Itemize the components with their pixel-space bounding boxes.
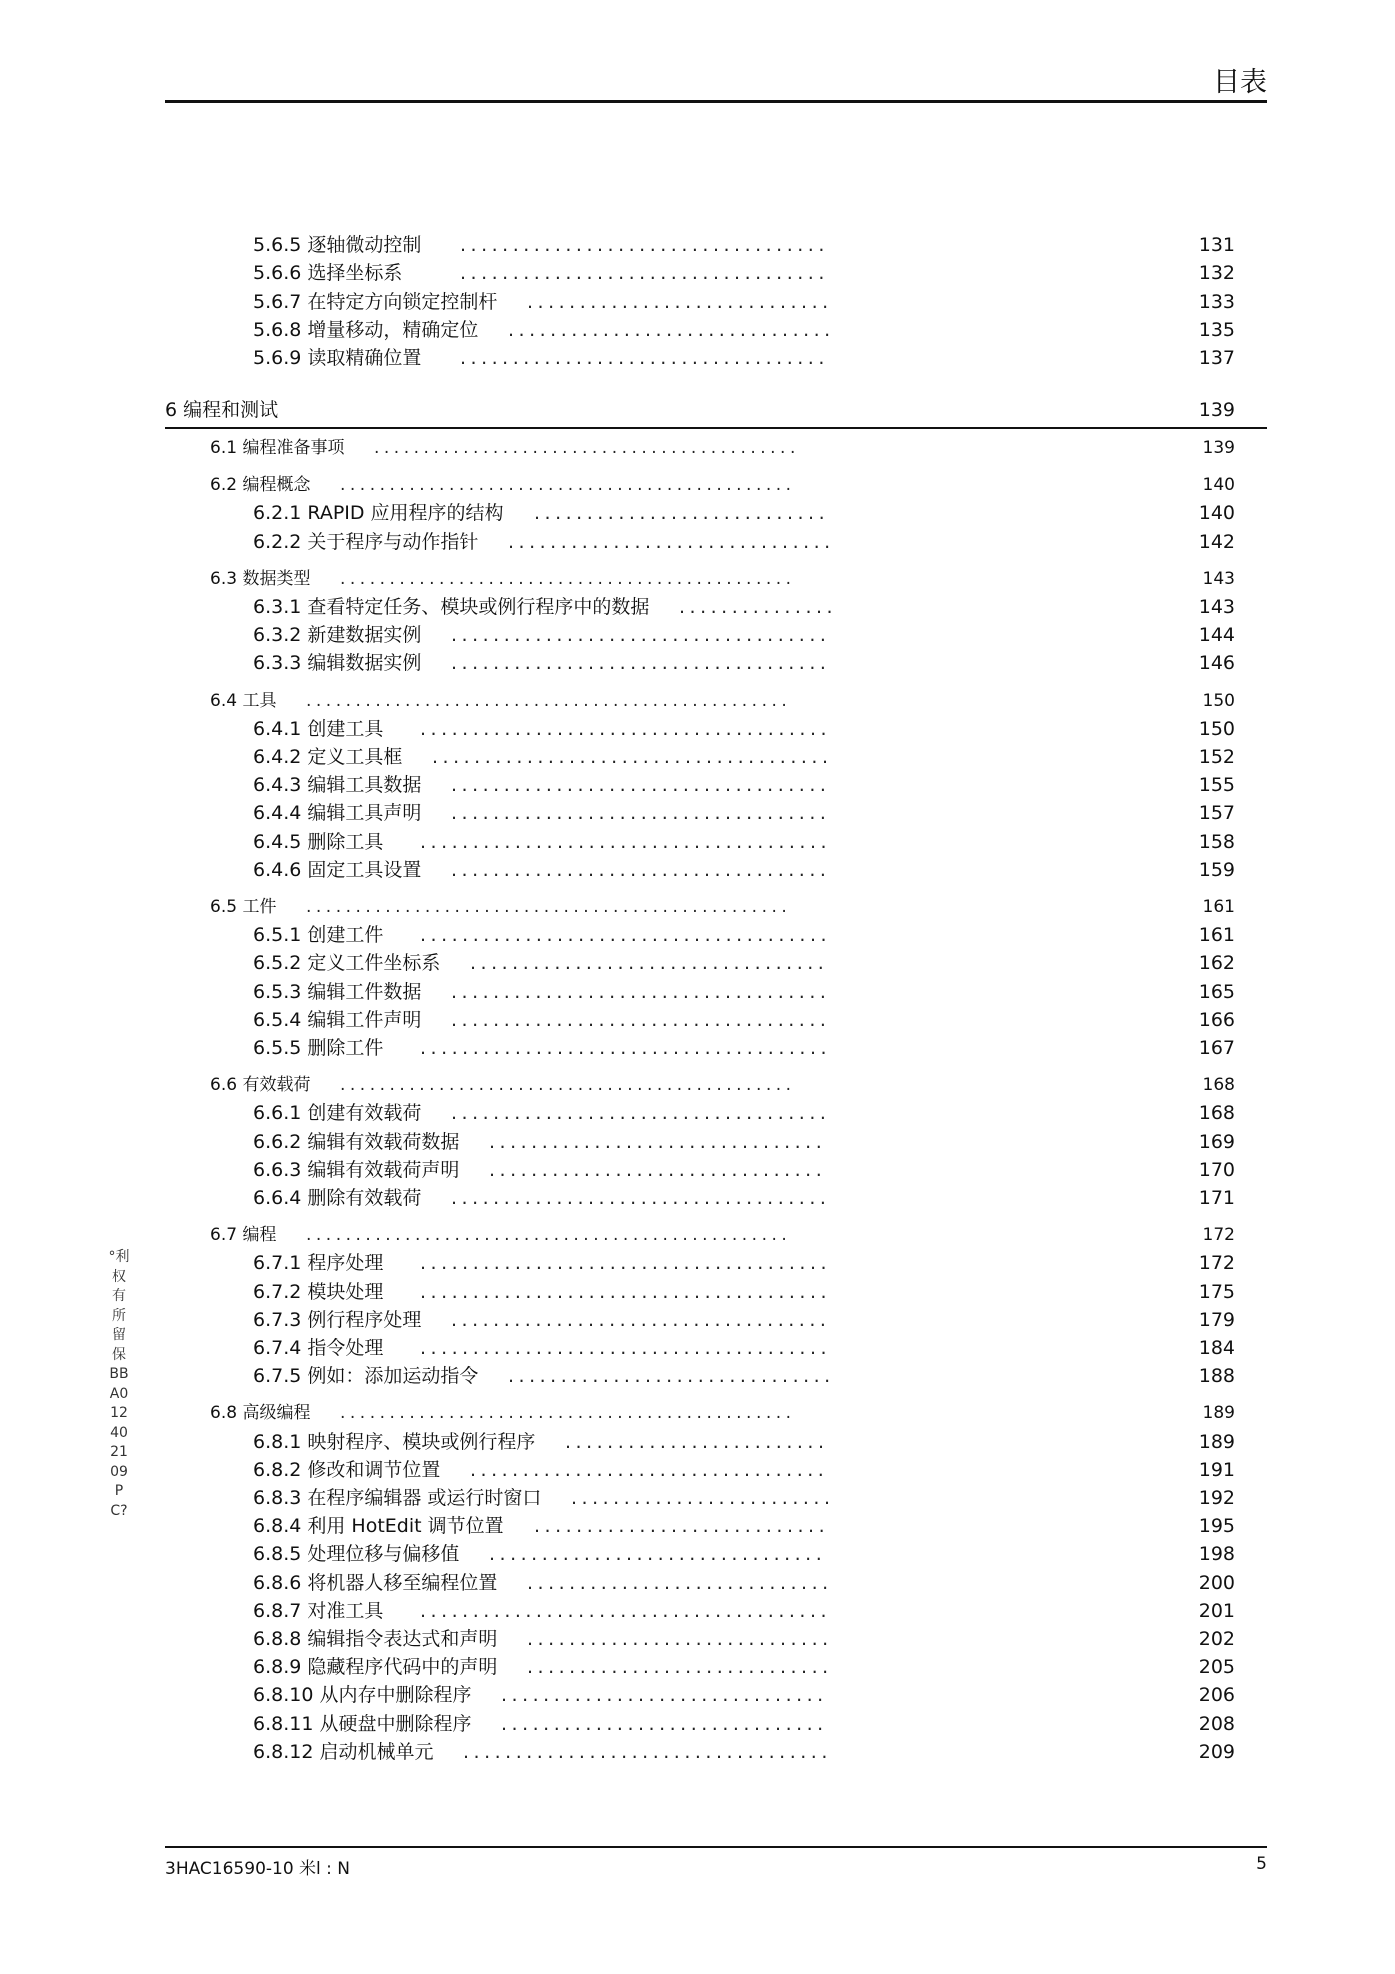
toc-entry-label: 6.8.10 从内存中删除程序	[253, 1684, 472, 1707]
toc-entry-page: 166	[1198, 1008, 1235, 1031]
toc-dot-leader: ...............................	[508, 1365, 835, 1388]
toc-dot-leader: ....................................	[451, 980, 831, 1003]
toc-entry-page: 184	[1198, 1337, 1235, 1359]
toc-entry-label: 6.7.4 指令处理	[253, 1337, 384, 1359]
toc-entry-page: 140	[1202, 475, 1235, 496]
toc-entry-label: 6.8.5 处理位移与偏移值	[253, 1543, 460, 1566]
toc-entry-page: 198	[1198, 1543, 1235, 1566]
toc-dot-leader: ....................................	[451, 802, 831, 825]
toc-dot-leader: ....................................	[451, 1187, 831, 1209]
toc-dot-leader: .......................................	[420, 924, 832, 947]
toc-dot-leader: .............................	[527, 1571, 833, 1594]
toc-entry-label: 6.1 编程准备事项	[210, 438, 345, 458]
toc-entry-label: 6.4.2 定义工具框	[253, 746, 403, 768]
chapter-rule	[165, 427, 1267, 429]
toc-entry-page: 170	[1198, 1158, 1235, 1181]
toc-entry-page: 135	[1198, 318, 1235, 341]
toc-dot-leader: .............................	[527, 1656, 833, 1679]
toc-entry-page: 161	[1198, 924, 1235, 947]
toc-entry-label: 6.4.4 编辑工具声明	[253, 802, 422, 825]
toc-dot-leader: ....................................	[451, 858, 831, 881]
toc-dot-leader: ...............................	[501, 1712, 828, 1735]
toc-entry-label: 6 编程和测试	[165, 399, 279, 421]
toc-dot-leader: .......................................	[420, 1037, 832, 1059]
toc-entry-label: 6.8.2 修改和调节位置	[253, 1458, 441, 1481]
toc-entry-label: 6.4.3 编辑工具数据	[253, 774, 422, 797]
toc-entry-label: 5.6.5 逐轴微动控制	[253, 234, 422, 256]
toc-entry-page: 200	[1198, 1571, 1235, 1594]
toc-entry-page: 172	[1202, 1225, 1235, 1246]
toc-entry-label: 6.6 有效载荷	[210, 1075, 311, 1096]
toc-dot-leader: .......................................	[420, 830, 832, 853]
toc-entry-label: 6.3.1 查看特定任务、模块或例行程序中的数据	[253, 596, 650, 618]
toc-dot-leader: ...............	[679, 596, 838, 618]
toc-dot-leader: ....................................	[451, 1102, 831, 1125]
toc-entry-label: 6.6.2 编辑有效载荷数据	[253, 1130, 460, 1153]
toc-dot-leader: ..............................................	[340, 1403, 796, 1424]
toc-entry-label: 6.8.4 利用 HotEdit 调节位置	[253, 1515, 504, 1538]
toc-dot-leader: ............................	[534, 1515, 830, 1538]
toc-entry-page: 175	[1198, 1280, 1235, 1303]
toc-entry-page: 191	[1198, 1458, 1235, 1481]
toc-entry-page: 167	[1198, 1037, 1235, 1059]
toc-entry-page: 139	[1202, 438, 1235, 458]
toc-entry-label: 6.7.2 模块处理	[253, 1280, 384, 1303]
toc-entry-page: 201	[1198, 1599, 1235, 1622]
toc-dot-leader: ..................................	[470, 1458, 829, 1481]
footer-rule	[165, 1846, 1267, 1848]
toc-dot-leader: ................................	[489, 1543, 827, 1566]
toc-entry-label: 6.8.12 启动机械单元	[253, 1740, 434, 1763]
toc-entry-page: 206	[1198, 1684, 1235, 1707]
toc-entry-page: 137	[1198, 347, 1235, 370]
toc-entry-page: 155	[1198, 774, 1235, 797]
toc-entry-page: 158	[1198, 830, 1235, 853]
toc-dot-leader: ...............................	[508, 530, 835, 553]
toc-entry-label: 6.4.1 创建工具	[253, 717, 384, 740]
toc-dot-leader: ..................................	[470, 952, 829, 975]
side-copyright-text: °利权有所留保BBA012402109PC?	[108, 1249, 130, 1519]
toc-entry-page: 139	[1198, 399, 1235, 421]
toc-entry-page: 165	[1198, 980, 1235, 1003]
toc-entry-page: 209	[1198, 1740, 1235, 1763]
toc-entry-label: 5.6.8 增量移动，精确定位	[253, 318, 479, 341]
toc-entry-page: 179	[1198, 1308, 1235, 1331]
toc-entry-label: 6.8.3 在程序编辑器 或运行时窗口	[253, 1487, 542, 1509]
toc-dot-leader: .......................................	[420, 1252, 832, 1275]
toc-dot-leader: .................................................	[306, 897, 792, 917]
toc-dot-leader: ................................	[489, 1158, 827, 1181]
toc-entry-label: 6.2 编程概念	[210, 475, 311, 496]
toc-entry-page: 169	[1198, 1130, 1235, 1153]
toc-entry-page: 131	[1198, 234, 1235, 256]
toc-entry-label: 6.4 工具	[210, 690, 277, 711]
toc-entry-label: 6.7 编程	[210, 1225, 277, 1246]
toc-entry-label: 6.8.7 对准工具	[253, 1599, 384, 1622]
toc-dot-leader: ....................................	[451, 1008, 831, 1031]
toc-entry-page: 188	[1198, 1365, 1235, 1388]
toc-dot-leader: .......................................	[420, 1280, 832, 1303]
toc-entry-page: 171	[1198, 1187, 1235, 1209]
toc-dot-leader: ...................................	[460, 234, 829, 256]
page-header-title: 目表	[1213, 67, 1267, 98]
footer-page-number: 5	[1256, 1854, 1267, 1874]
toc-entry-label: 6.6.4 删除有效载荷	[253, 1187, 422, 1209]
toc-entry-page: 133	[1198, 290, 1235, 313]
toc-dot-leader: ..............................................	[340, 568, 796, 589]
toc-dot-leader: ..............................................	[340, 1075, 796, 1096]
toc-dot-leader: ....................................	[451, 1308, 831, 1331]
toc-dot-leader: ....................................	[451, 652, 831, 675]
toc-entry-page: 208	[1198, 1712, 1235, 1735]
toc-entry-page: 146	[1198, 652, 1235, 675]
toc-entry-label: 6.7.1 程序处理	[253, 1252, 384, 1275]
toc-entry-page: 159	[1198, 858, 1235, 881]
toc-entry-page: 189	[1198, 1430, 1235, 1453]
toc-entry-page: 162	[1198, 952, 1235, 975]
toc-entry-label: 6.5 工件	[210, 897, 277, 917]
toc-entry-label: 6.6.1 创建有效载荷	[253, 1102, 422, 1125]
toc-dot-leader: ...............................	[508, 318, 835, 341]
toc-entry-label: 6.8.1 映射程序、模块或例行程序	[253, 1430, 536, 1453]
toc-entry-label: 6.7.3 例行程序处理	[253, 1308, 422, 1331]
toc-entry-page: 189	[1202, 1403, 1235, 1424]
toc-entry-page: 161	[1202, 897, 1235, 917]
toc-entry-label: 6.5.1 创建工件	[253, 924, 384, 947]
toc-entry-label: 6.6.3 编辑有效载荷声明	[253, 1158, 460, 1181]
toc-entry-page: 192	[1198, 1487, 1235, 1509]
toc-dot-leader: ...............................	[501, 1684, 828, 1707]
toc-entry-label: 6.4.6 固定工具设置	[253, 858, 422, 881]
toc-entry-label: 5.6.9 读取精确位置	[253, 347, 422, 370]
toc-entry-page: 132	[1198, 262, 1235, 285]
toc-dot-leader: .................................................	[306, 1225, 792, 1246]
toc-entry-page: 150	[1202, 690, 1235, 711]
toc-entry-label: 6.2.2 关于程序与动作指针	[253, 530, 479, 553]
toc-dot-leader: ....................................	[451, 624, 831, 647]
toc-dot-leader: ..............................................	[340, 475, 796, 496]
toc-entry-label: 6.3.2 新建数据实例	[253, 624, 422, 647]
toc-dot-leader: ...........................................	[374, 438, 800, 458]
toc-dot-leader: .............................	[527, 290, 833, 313]
toc-dot-leader: .......................................	[420, 1599, 832, 1622]
toc-dot-leader: ...................................	[463, 1740, 832, 1763]
toc-entry-page: 168	[1198, 1102, 1235, 1125]
footer-doc-id: 3HAC16590-10 米l : N	[165, 1859, 351, 1879]
toc-entry-label: 6.4.5 删除工具	[253, 830, 384, 853]
toc-dot-leader: .......................................	[420, 1337, 832, 1359]
toc-entry-label: 5.6.6 选择坐标系	[253, 262, 403, 285]
toc-dot-leader: ....................................	[451, 774, 831, 797]
toc-dot-leader: .......................................	[420, 717, 832, 740]
toc-dot-leader: .................................................	[306, 690, 792, 711]
toc-dot-leader: ...................................	[460, 347, 829, 370]
toc-dot-leader: .........................	[565, 1430, 829, 1453]
toc-entry-label: 5.6.7 在特定方向锁定控制杆	[253, 290, 498, 313]
toc-dot-leader: .........................	[571, 1487, 835, 1509]
toc-dot-leader: .............................	[527, 1628, 833, 1650]
toc-entry-label: 6.8 高级编程	[210, 1403, 311, 1424]
toc-entry-label: 6.8.9 隐藏程序代码中的声明	[253, 1656, 498, 1679]
toc-entry-page: 144	[1198, 624, 1235, 647]
toc-entry-page: 143	[1202, 568, 1235, 589]
toc-entry-page: 205	[1198, 1656, 1235, 1679]
toc-entry-label: 6.5.4 编辑工件声明	[253, 1008, 422, 1031]
toc-entry-label: 6.7.5 例如：添加运动指令	[253, 1365, 479, 1388]
toc-entry-page: 142	[1198, 530, 1235, 553]
toc-dot-leader: ......................................	[432, 746, 833, 768]
toc-entry-label: 6.8.6 将机器人移至编程位置	[253, 1571, 498, 1594]
toc-entry-page: 202	[1198, 1628, 1235, 1650]
toc-entry-label: 6.8.11 从硬盘中删除程序	[253, 1712, 472, 1735]
toc-entry-label: 6.5.2 定义工件坐标系	[253, 952, 441, 975]
toc-entry-label: 6.3.3 编辑数据实例	[253, 652, 422, 675]
toc-entry-label: 6.8.8 编辑指令表达式和声明	[253, 1628, 498, 1650]
toc-entry-page: 172	[1198, 1252, 1235, 1275]
toc-entry-label: 6.2.1 RAPID 应用程序的结构	[253, 502, 504, 525]
toc-entry-label: 6.3 数据类型	[210, 568, 311, 589]
toc-dot-leader: ............................	[534, 502, 830, 525]
toc-entry-page: 150	[1198, 717, 1235, 740]
toc-dot-leader: ...................................	[460, 262, 829, 285]
toc-dot-leader: ................................	[489, 1130, 827, 1153]
toc-entry-page: 152	[1198, 746, 1235, 768]
toc-entry-page: 143	[1198, 596, 1235, 618]
toc-entry-page: 195	[1198, 1515, 1235, 1538]
toc-entry-page: 168	[1202, 1075, 1235, 1096]
toc-entry-label: 6.5.5 删除工件	[253, 1037, 384, 1059]
toc-entry-page: 140	[1198, 502, 1235, 525]
toc-entry-label: 6.5.3 编辑工件数据	[253, 980, 422, 1003]
toc-entry-page: 157	[1198, 802, 1235, 825]
